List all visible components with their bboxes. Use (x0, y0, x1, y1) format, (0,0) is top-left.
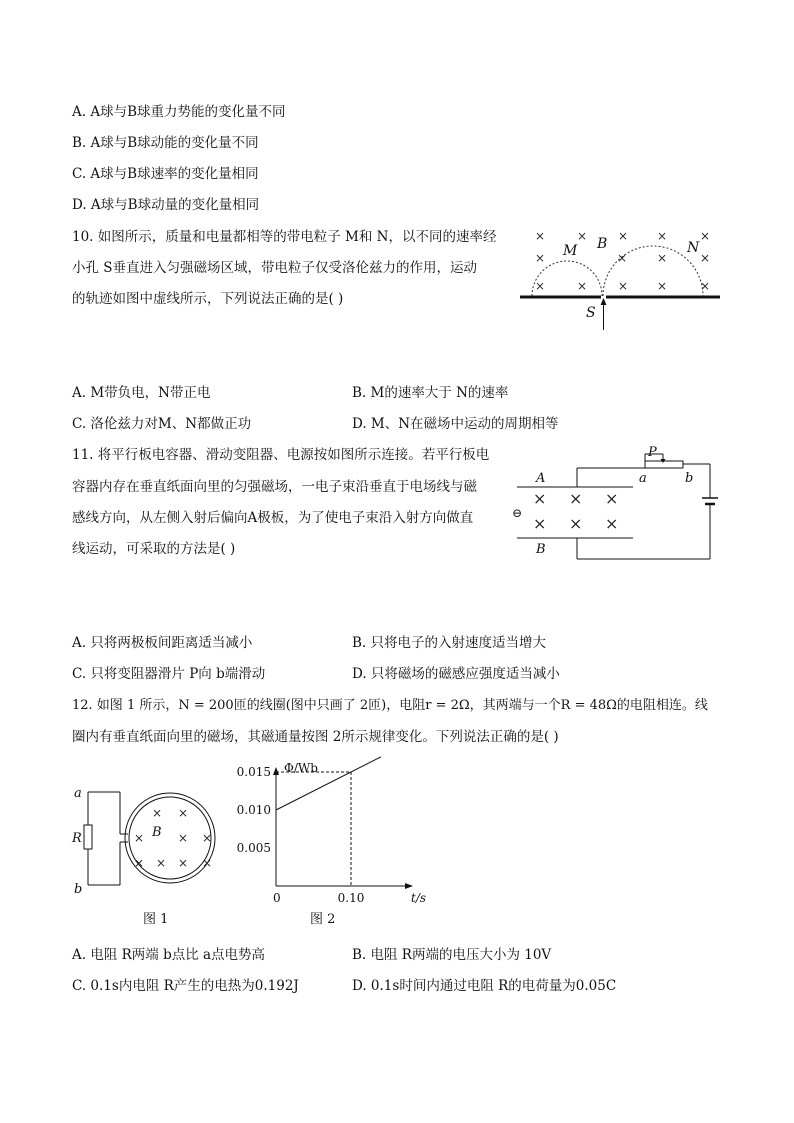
field-cross: × (178, 856, 189, 870)
label-plate-a: A (536, 471, 546, 486)
field-cross: × (577, 279, 588, 293)
y-tick-label: 0.010 (236, 803, 271, 817)
q12-option-d: D. 0.1s时间内通过电阻 R的电荷量为0.05C (352, 978, 617, 994)
field-cross: × (134, 856, 145, 870)
label-b: b (685, 471, 694, 486)
q10-option-a: A. M带负电，N带正电 (72, 385, 211, 401)
field-cross: × (134, 831, 145, 845)
q12-figure-2-chart (228, 756, 438, 930)
rheostat (645, 461, 683, 468)
q11-option-a: A. 只将两极板间距离适当减小 (72, 635, 253, 651)
origin-label: 0 (273, 891, 281, 905)
y-axis-label: Φ/Wb (284, 761, 318, 775)
q11-option-c: C. 只将变阻器滑片 P向 b端滑动 (72, 666, 266, 682)
electron-symbol: ⊖ (512, 506, 523, 520)
q10-option-c: C. 洛伦兹力对M、N都做正功 (72, 416, 252, 432)
label-b: b (74, 882, 83, 897)
arrowhead (601, 298, 607, 305)
label-n: N (687, 240, 700, 256)
x-axis-arrow (405, 883, 413, 889)
figure-1-caption: 图 1 (143, 912, 169, 927)
resistor-r (84, 825, 92, 849)
q9-option-d: D. A球与B球动量的变化量相同 (72, 197, 260, 213)
q11-option-b: B. 只将电子的入射速度适当增大 (352, 635, 547, 651)
q9-option-c: C. A球与B球速率的变化量相同 (72, 166, 259, 182)
y-tick-label: 0.005 (236, 841, 271, 855)
q12-stem-line1: 12. 如图 1 所示，N = 200匝的线圈(图中只画了 2匝)，电阻r = 2Ω，其两端与一个R = 48Ω的电阻相连。线 (72, 698, 708, 713)
label-s: S (586, 305, 596, 321)
field-cross: × (657, 229, 668, 243)
label-a: a (639, 471, 647, 486)
q11-stem-line4: 线运动，可采取的方法是( ) (72, 541, 236, 557)
q12-stem-line2: 圈内有垂直纸面向里的磁场，其磁通量按图 2所示规律变化。下列说法正确的是( ) (72, 729, 559, 745)
q11-stem-line1: 11. 将平行板电容器、滑动变阻器、电源按如图所示连接。若平行板电 (72, 447, 490, 463)
q12-figure-1 (68, 780, 228, 930)
field-cross: × (700, 229, 711, 243)
y-axis-arrow (273, 767, 279, 775)
field-cross: × (535, 229, 546, 243)
q10-stem-line2: 小孔 S垂直进入匀强磁场区域，带电粒子仅受洛伦兹力的作用，运动 (72, 260, 478, 276)
q12-option-c: C. 0.1s内电阻 R产生的电热为0.192J (72, 978, 299, 994)
field-cross: × (152, 806, 163, 820)
field-cross: × (618, 279, 629, 293)
q10-stem-line1: 10. 如图所示，质量和电量都相等的带电粒子 M和 N，以不同的速率经 (72, 229, 497, 245)
label-b: B (597, 236, 608, 252)
x-axis-label: t/s (411, 891, 427, 905)
q10-figure (515, 222, 725, 334)
field-cross: × (533, 514, 547, 533)
field-cross: × (178, 806, 189, 820)
q11-stem-line2: 容器内存在垂直纸面向里的匀强磁场，一电子束沿垂直于电场线与磁 (72, 479, 477, 495)
x-tick-label: 0.10 (337, 891, 365, 905)
label-m: M (563, 243, 578, 259)
field-cross: × (178, 831, 189, 845)
q11-figure (505, 442, 720, 564)
field-cross: × (577, 229, 588, 243)
label-plate-b: B (536, 542, 546, 557)
field-cross: × (202, 856, 213, 870)
field-cross: × (605, 489, 619, 508)
q11-option-d: D. 只将磁场的磁感应强度适当减小 (352, 666, 560, 682)
field-cross: × (700, 279, 711, 293)
q12-option-a: A. 电阻 R两端 b点比 a点电势高 (72, 947, 266, 963)
q12-option-b: B. 电阻 R两端的电压大小为 10V (352, 947, 552, 963)
field-cross: × (617, 251, 628, 265)
q10-option-d: D. M、N在磁场中运动的周期相等 (352, 416, 559, 432)
q11-stem-line3: 感线方向，从左侧入射后偏向A极板，为了使电子束沿入射方向做直 (72, 510, 474, 526)
y-tick-label: 0.015 (236, 765, 271, 779)
field-cross: × (533, 489, 547, 508)
field-cross: × (156, 856, 167, 870)
field-cross: × (700, 251, 711, 265)
field-cross: × (202, 831, 213, 845)
label-field-b: B (152, 825, 162, 840)
figure-2-caption: 图 2 (310, 912, 336, 927)
q9-option-a: A. A球与B球重力势能的变化量不同 (72, 104, 286, 120)
field-cross: × (569, 514, 583, 533)
field-cross: × (605, 514, 619, 533)
label-a: a (74, 786, 82, 801)
label-p: P (648, 445, 657, 460)
field-cross: × (535, 251, 546, 265)
q10-option-b: B. M的速率大于 N的速率 (352, 385, 509, 401)
field-cross: × (657, 279, 668, 293)
field-cross: × (569, 489, 583, 508)
field-cross: × (618, 229, 629, 243)
field-cross: × (535, 279, 546, 293)
label-r: R (72, 831, 82, 846)
field-cross: × (657, 251, 668, 265)
q9-option-b: B. A球与B球动能的变化量不同 (72, 135, 259, 151)
q10-stem-line3: 的轨迹如图中虚线所示，下列说法正确的是( ) (72, 291, 344, 307)
